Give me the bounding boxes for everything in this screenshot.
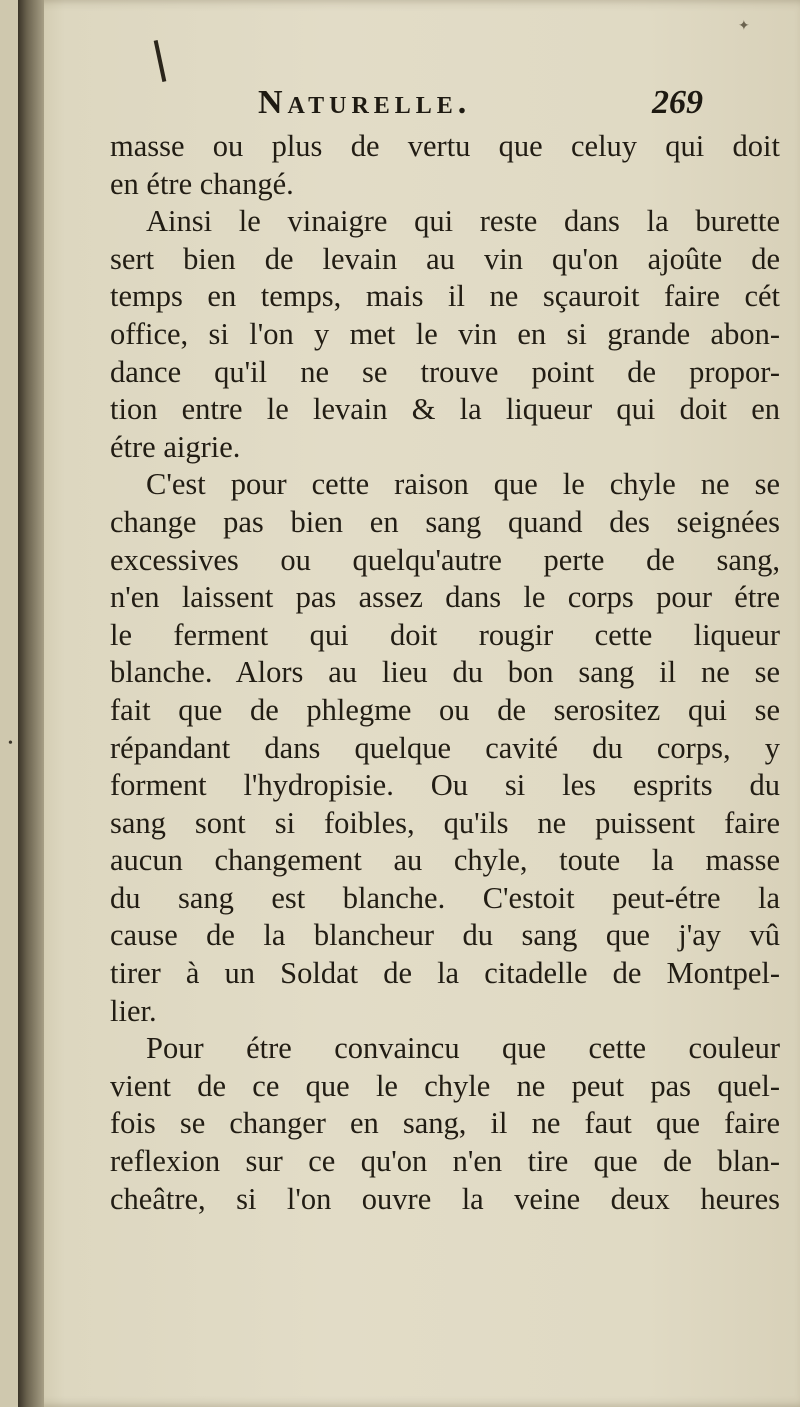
text-line: tirer à un Soldat de la citadelle de Montpel- <box>110 956 780 991</box>
body-text <box>110 128 780 1218</box>
text-line: répandant dans quelque cavité du corps, y <box>110 730 780 765</box>
text-line: sang sont si foibles, qu'ils ne puissent faire <box>110 805 780 840</box>
text-line: masse ou plus de vertu que celuy qui doit <box>110 129 780 163</box>
text-line: du sang est blanche. C'estoit peut-étre la <box>110 880 780 915</box>
text-line: n'en laissent pas assez dans le corps pour étre <box>110 580 780 615</box>
ink-tick-mark <box>154 40 167 82</box>
text-line: fois se changer en sang, il ne faut que faire <box>110 1106 780 1141</box>
text-line: blanche. Alors au lieu du bon sang il ne se <box>110 655 780 690</box>
page-header <box>18 84 800 128</box>
text-line: Ainsi le vinaigre qui reste dans la burette <box>146 204 780 239</box>
text-line: forment l'hydropisie. Ou si les esprits du <box>110 768 780 803</box>
page-gutter <box>18 0 44 1407</box>
margin-bullet-mark: • <box>8 736 13 751</box>
text-line: Pour étre convaincu que cette couleur <box>146 1031 780 1066</box>
text-line: tion entre le levain & la liqueur qui doit en <box>110 392 780 427</box>
text-line: aucun changement au chyle, toute la masse <box>110 843 780 878</box>
text-line: C'est pour cette raison que le chyle ne se <box>146 467 780 502</box>
text-line: excessives ou quelqu'autre perte de sang, <box>110 542 780 577</box>
text-line: temps en temps, mais il ne sçauroit faire cét <box>110 279 780 314</box>
text-line: le ferment qui doit rougir cette liqueur <box>110 617 780 652</box>
paragraph <box>110 466 780 1030</box>
corner-mark: ✦ <box>738 19 750 34</box>
text-line: lier. <box>110 993 157 1028</box>
paragraph <box>110 1030 780 1218</box>
text-line: fait que de phlegme ou de serositez qui se <box>110 692 780 727</box>
text-line: sert bien de levain au vin qu'on ajoûte de <box>110 241 780 276</box>
text-line: office, si l'on y met le vin en si grande abon- <box>110 316 780 351</box>
paragraph <box>110 128 780 203</box>
page-number: 269 <box>652 84 703 121</box>
text-line: dance qu'il ne se trouve point de propor- <box>110 354 780 389</box>
text-line: en étre changé. <box>110 166 294 201</box>
paragraph <box>110 203 780 466</box>
book-page <box>18 0 800 1407</box>
text-line: vient de ce que le chyle ne peut pas quel- <box>110 1068 780 1103</box>
running-title: Naturelle. <box>258 84 472 121</box>
text-line: cause de la blancheur du sang que j'ay vû <box>110 918 780 953</box>
text-line: change pas bien en sang quand des seignées <box>110 504 780 539</box>
text-line: étre aigrie. <box>110 429 241 464</box>
text-line: reflexion sur ce qu'on n'en tire que de blan- <box>110 1144 780 1179</box>
text-line: cheâtre, si l'on ouvre la veine deux heures <box>110 1181 780 1216</box>
